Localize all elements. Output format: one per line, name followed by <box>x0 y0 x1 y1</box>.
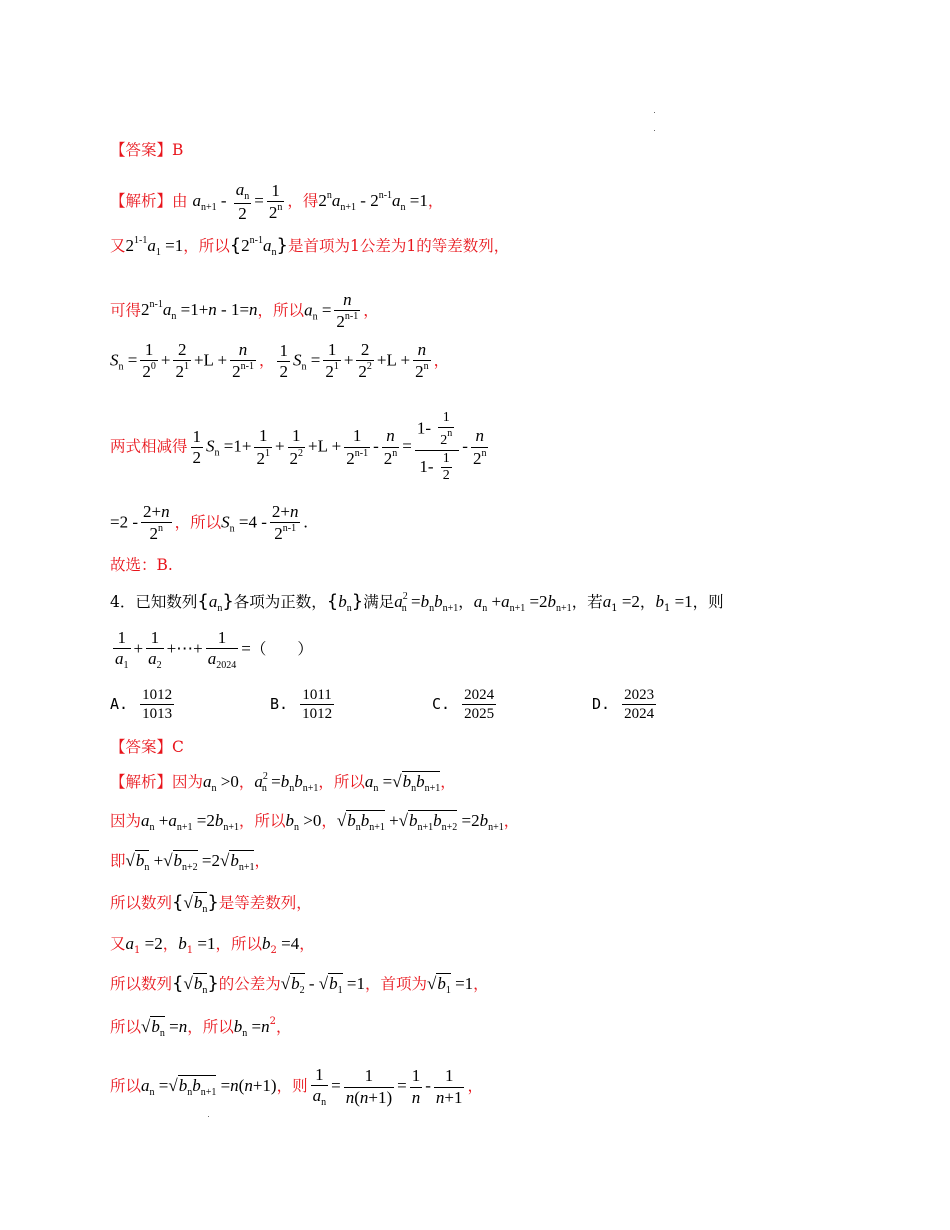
text: 即 <box>110 852 126 870</box>
text: ，所以 <box>215 935 262 953</box>
text: 可得 <box>110 301 142 320</box>
q4-analysis-line-2: 因为$a_n +a_{n+1} =2b_{n+1}$，所以$b_n >0$，$√b_nb_{n+1} +√b_{n+1}b_{n+2} =2b_{n+1}$， <box>110 811 520 833</box>
text: 因为 <box>172 773 204 791</box>
text: 所以数列 <box>110 894 173 912</box>
text: 所以数列 <box>110 975 173 993</box>
option-a[interactable] <box>110 686 177 723</box>
speck <box>654 130 655 131</box>
q3-analysis-line-2: 又$2^{1-1}a_1 =1$，所以$\{2^{n-1}a_n\}$是首项为1公差为1的等差数列， <box>110 235 510 258</box>
text: ，所以 <box>183 237 230 255</box>
q3-choose <box>110 558 173 574</box>
q3-analysis-line-3: 可得$2^{n-1}a_n =1+n - 1=n$，所以$a_n$ = $\frac{n}{2^{n-1}}$ ， <box>110 290 379 332</box>
answer-tag: 【答案】 <box>110 738 173 756</box>
analysis-tag: 【解析】 <box>110 192 173 211</box>
text: ，则 <box>276 1077 308 1096</box>
q4-analysis-line-8: 所以$a_n =√b_nb_{n+1} =n(n+1)$，则 $\frac{1}{a_n}$ = $\frac{1}{n(n+1)}$ = $\frac{1}{n}$ - $\frac{1}{n+1}$ ， <box>110 1065 483 1109</box>
q4-analysis-line-1: 【解析】因为$a_n >0$，$a^2_n =b_nb_{n+1}$，所以$a_n =√b_nb_{n+1}$， <box>110 771 456 794</box>
option-letter: C. <box>432 695 451 713</box>
text: ，若 <box>571 593 603 611</box>
option-letter: A. <box>110 695 129 713</box>
text: 两式相减得 <box>110 437 188 456</box>
formula: $2^{n-1}a_n =1+n - 1=n$ <box>141 299 258 323</box>
text: 又 <box>110 237 126 255</box>
text: 4．已知数列 <box>110 593 198 611</box>
q4-answer-line <box>110 740 184 756</box>
q3-analysis-line-6: =2 - $\frac{2+n}{2^n}$ ，所以$S_n =4$ - $\frac{2+n}{2^{n-1}}$ . <box>110 502 308 544</box>
option-b[interactable] <box>270 686 337 723</box>
answer-letter: B <box>172 141 184 159</box>
q4-analysis-line-4: 所以数列$\{√b_n\}$是等差数列， <box>110 892 312 915</box>
text: 各项为正数， <box>233 593 327 611</box>
text: ，则 <box>692 593 724 611</box>
text: 是首项为1公差为1的等差数列， <box>287 237 510 255</box>
text: 满足 <box>363 593 395 611</box>
fraction: $\frac{1}{2^n}$ <box>268 180 283 223</box>
speck <box>654 112 655 113</box>
option-denominator: 2025 <box>464 706 495 722</box>
fraction: $\frac{n}{2^{n-1}}$ <box>336 290 359 332</box>
answer-letter: C <box>172 738 184 756</box>
answer-blank: （ ） <box>250 640 313 659</box>
formula: $a_{n+1}$ <box>192 191 217 214</box>
q3-answer-line <box>110 143 183 159</box>
option-denominator: 2024 <box>624 706 655 722</box>
fraction: $\frac{a_n}{2}$ <box>235 180 250 223</box>
analysis-tag: 【解析】 <box>110 773 173 791</box>
text: 是等差数列， <box>218 894 312 912</box>
text: 故选：B. <box>110 556 173 574</box>
text: ，首项为 <box>364 975 427 993</box>
option-denominator: 1013 <box>142 706 173 722</box>
option-denominator: 1012 <box>302 706 333 722</box>
text: 由 <box>172 192 188 211</box>
text: 所以 <box>110 1077 142 1096</box>
q3-analysis-line-1: 【解析】由 $a_{n+1}$ - $\frac{a_n}{2}$ = $\frac{1}{2^n}$ ，得$2^na_{n+1} - 2^{n-1}a_n =1$， <box>110 180 444 223</box>
q4-analysis-line-6: 所以数列$\{√b_n\}$的公差为$√b_2 - √b_1 =1$，首项为$√b_1 =1$， <box>110 973 489 996</box>
option-numerator: 1012 <box>142 687 173 703</box>
q4-analysis-line-5: 又$a_1 =2$，$b_1 =1$，所以$b_2 =4$， <box>110 934 315 956</box>
option-d[interactable] <box>592 686 659 723</box>
text: ，得 <box>287 192 319 211</box>
option-numerator: 2023 <box>624 687 655 703</box>
text: ，所以 <box>187 1018 234 1036</box>
text: ，所以 <box>174 513 222 532</box>
q3-analysis-line-5: 两式相减得 $\frac{1}{2}$ $S_n =1+$ $\frac{1}{2^1}$ + $\frac{1}{2^2}$ +L + $\frac{1}{2^{n-1}}$ - $\frac{n}{2^n}$ = 1- $\frac{1}{2^n}$ 1- $\frac{1}{2}$ - $\frac{n}{2^n}$ <box>110 410 487 484</box>
text: ，所以 <box>238 812 286 830</box>
q4-stem-line-2: $\frac{1}{a_1}$ + $\frac{1}{a_2}$ +⋯+ $\frac{1}{a_{2024}}$ =（ ） <box>115 628 313 672</box>
q4-analysis-line-3: 即$√b_n +√b_{n+2} =2√b_{n+1}$， <box>110 851 270 873</box>
q3-analysis-line-4: $S_n$ = $\frac{1}{2^0}$ + $\frac{2}{2^1}$ +L + $\frac{n}{2^{n-1}}$ ， $\frac{1}{2}$ $S_n$ = $\frac{1}{2^1}$ + $\frac{2}{2^2}$ +L + $\frac{n}{2^n}$ ， <box>110 340 450 382</box>
speck <box>208 1116 209 1117</box>
text: ，所以 <box>318 773 365 791</box>
q4-analysis-line-7: 所以$√b_n =n$，所以$b_n =n^2$， <box>110 1016 292 1039</box>
text: 又 <box>110 935 126 953</box>
option-letter: B. <box>270 695 289 713</box>
text: ，所以 <box>257 301 305 320</box>
text: 的公差为 <box>218 975 281 993</box>
answer-tag: 【答案】 <box>110 141 173 159</box>
formula: $2^na_{n+1} - 2^{n-1}a_n =1$ <box>318 190 428 214</box>
text: 因为 <box>110 812 142 830</box>
option-c[interactable] <box>432 686 499 723</box>
option-numerator: 1011 <box>300 686 334 705</box>
option-letter: D. <box>592 695 611 713</box>
formula: $2^{1-1}a_1 =1$ <box>125 235 184 258</box>
text: 所以 <box>110 1018 142 1036</box>
option-numerator: 2024 <box>464 687 495 703</box>
q4-stem-line-1: 4．已知数列$\{a_n\}$各项为正数，$\{b_n\}$满足$a^2_n =b_nb_{n+1}$，$a_n +a_{n+1} =2b_{n+1}$，若$a_1 =2$，$b_1 =1$，则 <box>110 591 724 614</box>
